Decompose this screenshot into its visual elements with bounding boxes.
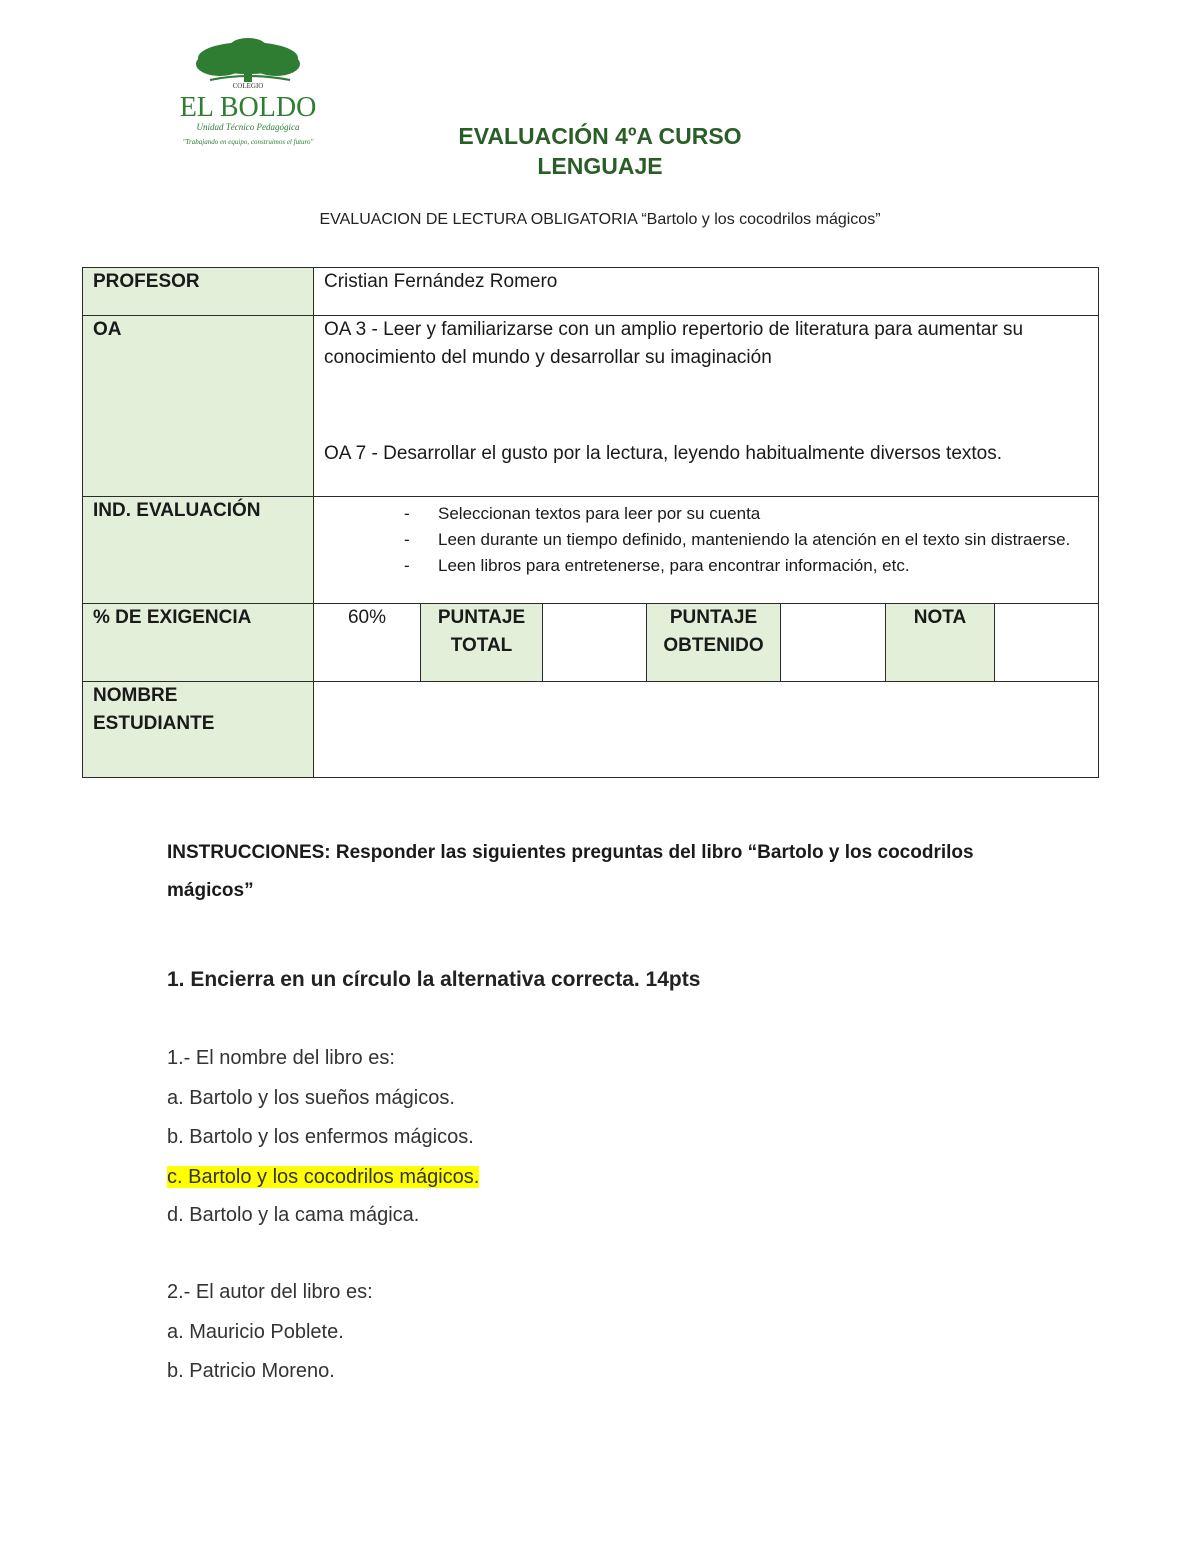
nota-label: NOTA: [886, 604, 995, 682]
profesor-value: Cristian Fernández Romero: [314, 268, 1099, 316]
indicators-cell: [314, 497, 1099, 604]
question-2-option-b[interactable]: b. Patricio Moreno.: [167, 1360, 335, 1382]
indicator-item: - Leen durante un tiempo definido, manteniendo la atención en el texto sin distraerse.: [404, 527, 1088, 553]
logo-name-text: EL BOLDO: [179, 92, 317, 123]
nombre-label: NOMBRE ESTUDIANTE: [83, 682, 314, 778]
logo-tagline-text: Unidad Técnico Pedagógica: [196, 122, 300, 132]
question-1-prompt: 1.- El nombre del libro es:: [167, 1047, 395, 1069]
question-1-option-a[interactable]: a. Bartolo y los sueños mágicos.: [167, 1087, 455, 1109]
puntaje-obtenido-field[interactable]: [781, 604, 886, 682]
indicators-list: [324, 501, 1088, 579]
question-1-option-d[interactable]: d. Bartolo y la cama mágica.: [167, 1204, 420, 1226]
logo-small-text: COLEGIO: [232, 82, 264, 90]
nombre-field[interactable]: [314, 682, 1099, 778]
page-title-line2: LENGUAJE: [537, 153, 663, 179]
oa-row: [83, 316, 1099, 497]
question-1-option-b[interactable]: b. Bartolo y los enfermos mágicos.: [167, 1126, 474, 1148]
indicators-row: [83, 497, 1099, 604]
score-row: [83, 604, 1099, 682]
exigencia-value: 60%: [314, 604, 421, 682]
question-2-prompt: 2.- El autor del libro es:: [167, 1281, 373, 1303]
nota-field[interactable]: [995, 604, 1099, 682]
question-1-option-c[interactable]: [167, 1166, 479, 1189]
evaluation-info-table: [82, 267, 1099, 778]
indicator-item: - Seleccionan textos para leer por su cuenta: [404, 501, 1088, 527]
highlighted-answer: c. Bartolo y los cocodrilos mágicos.: [167, 1166, 480, 1188]
oa-7-text: OA 7 - Desarrollar el gusto por la lectura, leyendo habitualmente diversos textos.: [324, 443, 1003, 464]
logo-motto-text: "Trabajando en equipo, construimos el futuro": [182, 138, 314, 146]
page-subtitle: EVALUACION DE LECTURA OBLIGATORIA “Bartolo y los cocodrilos mágicos”: [319, 211, 881, 228]
profesor-row: [83, 268, 1099, 316]
oa-3-text: OA 3 - Leer y familiarizarse con un amplio repertorio de literatura para aumentar su conocimiento del mundo y desarrollar su imaginación: [324, 319, 1024, 368]
student-row: [83, 682, 1099, 778]
section-1-title: 1. Encierra en un círculo la alternativa correcta. 14pts: [167, 968, 701, 991]
indicator-item: - Leen libros para entretenerse, para encontrar información, etc.: [404, 553, 1088, 579]
exigencia-label: % DE EXIGENCIA: [83, 604, 314, 682]
question-2-option-a[interactable]: a. Mauricio Poblete.: [167, 1321, 344, 1343]
instructions-text: INSTRUCCIONES: Responder las siguientes preguntas del libro “Bartolo y los cocodrilos mágicos”: [167, 842, 974, 901]
page-title-line1: EVALUACIÓN 4ºA CURSO: [458, 123, 742, 149]
puntaje-obtenido-label: PUNTAJE OBTENIDO: [647, 604, 781, 682]
profesor-label: PROFESOR: [83, 268, 314, 316]
oa-label: OA: [83, 316, 314, 497]
puntaje-total-field[interactable]: [543, 604, 647, 682]
puntaje-total-label: PUNTAJE TOTAL: [421, 604, 543, 682]
ind-label: IND. EVALUACIÓN: [83, 497, 314, 604]
oa-content: [314, 316, 1099, 497]
